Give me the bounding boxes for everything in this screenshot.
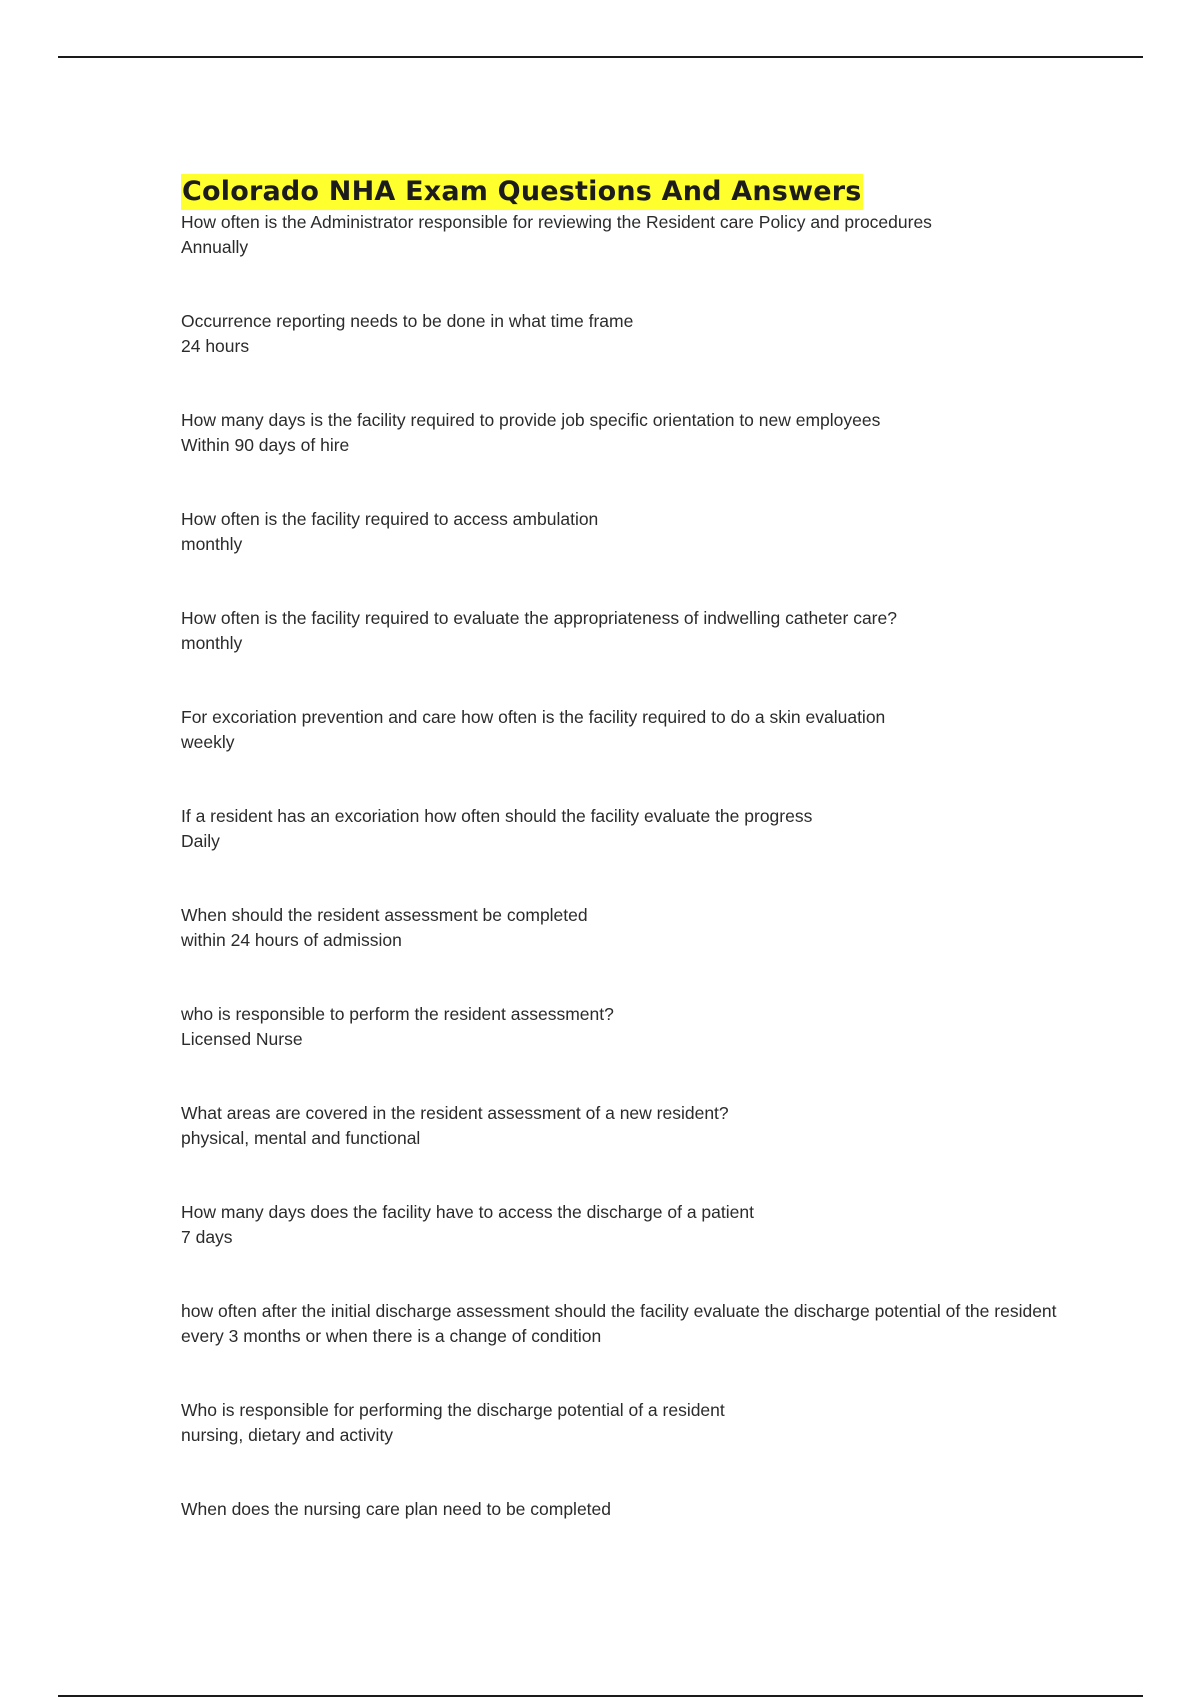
question-text: Who is responsible for performing the discharge potential of a resident — [181, 1400, 725, 1420]
answer-text: Daily — [181, 830, 220, 851]
question-text: How many days is the facility required to provide job specific orientation to new employees — [181, 410, 881, 430]
qa-item — [181, 1398, 1061, 1447]
question-text: how often after the initial discharge assessment should the facility evaluate the discharge potential of the resident — [181, 1301, 1057, 1321]
answer-text: nursing, dietary and activity — [181, 1424, 394, 1445]
qa-item — [181, 1299, 1061, 1348]
answer-text: monthly — [181, 533, 243, 554]
answer-text: physical, mental and functional — [181, 1127, 421, 1148]
question-text: How many days does the facility have to access the discharge of a patient — [181, 1202, 754, 1222]
answer-text: Licensed Nurse — [181, 1028, 303, 1049]
qa-item — [181, 804, 1061, 853]
answer-text: 7 days — [181, 1226, 233, 1247]
qa-list — [181, 210, 1061, 1522]
question-text: What areas are covered in the resident assessment of a new resident? — [181, 1103, 729, 1123]
qa-item — [181, 705, 1061, 754]
answer-text: Annually — [181, 236, 249, 257]
question-text: For excoriation prevention and care how often is the facility required to do a skin evaluation — [181, 707, 886, 727]
question-text: How often is the facility required to evaluate the appropriateness of indwelling catheter care? — [181, 608, 897, 628]
question-text: How often is the facility required to access ambulation — [181, 509, 599, 529]
qa-item — [181, 606, 1061, 655]
question-text: If a resident has an excoriation how often should the facility evaluate the progress — [181, 806, 813, 826]
qa-item — [181, 507, 1061, 556]
document-body — [181, 174, 1061, 1522]
answer-text: within 24 hours of admission — [181, 929, 402, 950]
answer-text: monthly — [181, 632, 243, 653]
question-text: When should the resident assessment be completed — [181, 905, 588, 925]
qa-item — [181, 1497, 1061, 1522]
qa-item — [181, 309, 1061, 358]
qa-item — [181, 903, 1061, 952]
question-text: Occurrence reporting needs to be done in what time frame — [181, 311, 634, 331]
page-top-rule — [58, 56, 1143, 58]
qa-item — [181, 1101, 1061, 1150]
question-text: How often is the Administrator responsible for reviewing the Resident care Policy and procedures — [181, 212, 932, 232]
answer-text: every 3 months or when there is a change of condition — [181, 1325, 602, 1346]
question-text: who is responsible to perform the resident assessment? — [181, 1004, 614, 1024]
answer-text: weekly — [181, 731, 235, 752]
qa-item — [181, 1002, 1061, 1051]
question-text: When does the nursing care plan need to be completed — [181, 1499, 612, 1519]
document-title: Colorado NHA Exam Questions And Answers — [181, 174, 863, 210]
qa-item — [181, 210, 1061, 259]
page-bottom-rule — [58, 1695, 1143, 1697]
qa-item — [181, 408, 1061, 457]
qa-item — [181, 1200, 1061, 1249]
answer-text: 24 hours — [181, 335, 250, 356]
answer-text: Within 90 days of hire — [181, 434, 350, 455]
